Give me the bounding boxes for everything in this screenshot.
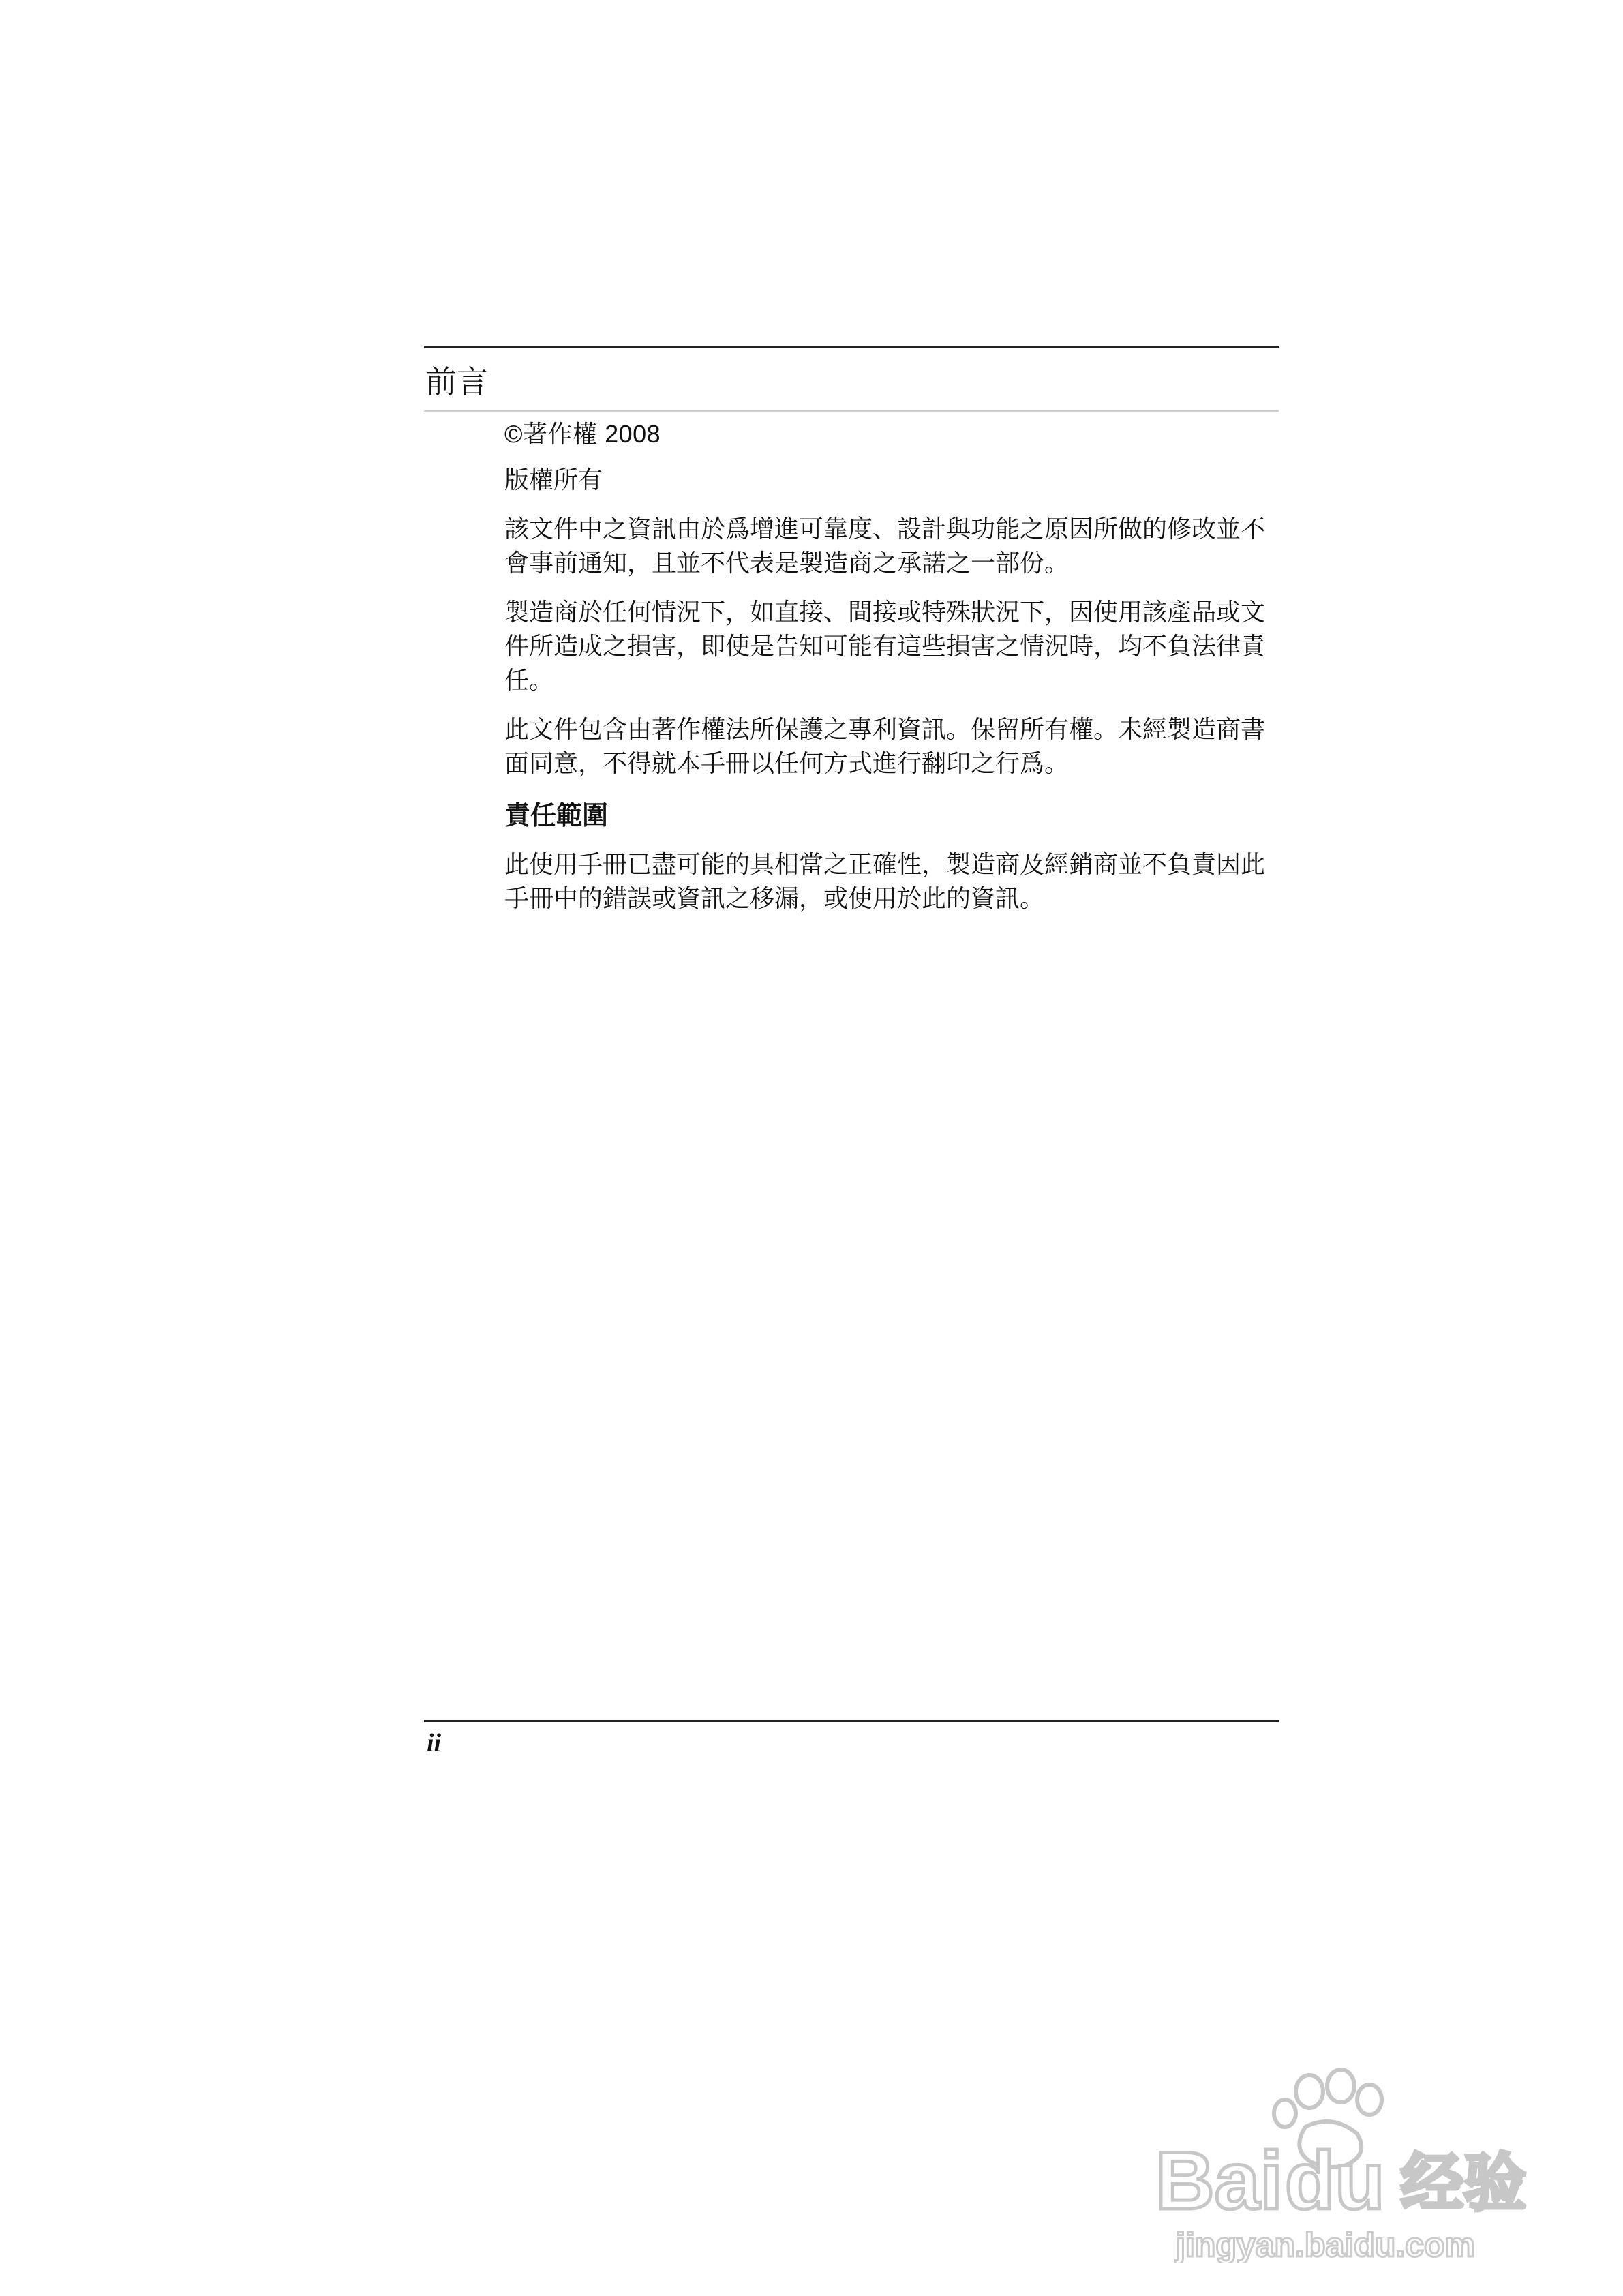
title-underline <box>424 410 1279 412</box>
svg-text:du: du <box>1285 2135 1385 2226</box>
paragraph-accuracy: 此使用手冊已盡可能的具相當之正確性，製造商及經銷商並不負責因此手冊中的錯誤或資訊之移漏，或使用於此的資訊。 <box>504 851 1266 913</box>
paragraph-liability: 製造商於任何情況下，如直接、間接或特殊狀況下，因使用該產品或文件所造成之損害，即使是告知可能有這些損害之情況時，均不負法律責任。 <box>504 599 1266 695</box>
paragraph-proprietary: 此文件包含由著作權法所保護之專利資訊。保留所有權。未經製造商書面同意，不得就本手冊以任何方式進行翻印之行爲。 <box>504 716 1266 778</box>
svg-text:经验: 经验 <box>1401 2149 1527 2218</box>
content-body <box>504 417 1279 931</box>
paragraph-disclaimer-changes: 該文件中之資訊由於爲增進可靠度、設計與功能之原因所做的修改並不會事前通知，且並不代表是製造商之承諾之一部份。 <box>504 515 1266 577</box>
baidu-watermark-logo <box>1149 2059 1530 2263</box>
subheading-responsibility: 責任範圍 <box>504 800 609 830</box>
rights-reserved: 版權所有 <box>504 466 603 494</box>
copyright-line <box>504 417 1279 451</box>
section-title: 前言 <box>425 363 488 400</box>
footer-rule <box>424 1720 1279 1722</box>
svg-text:jingyan.baidu.com: jingyan.baidu.com <box>1176 2226 1475 2263</box>
page-number: ii <box>427 1729 442 1757</box>
copyright-symbol: © <box>504 420 524 448</box>
copyright-year: 2008 <box>605 420 661 448</box>
copyright-label: 著作權 <box>523 420 598 448</box>
header-rule <box>424 346 1279 348</box>
svg-text:Bai: Bai <box>1155 2135 1283 2226</box>
